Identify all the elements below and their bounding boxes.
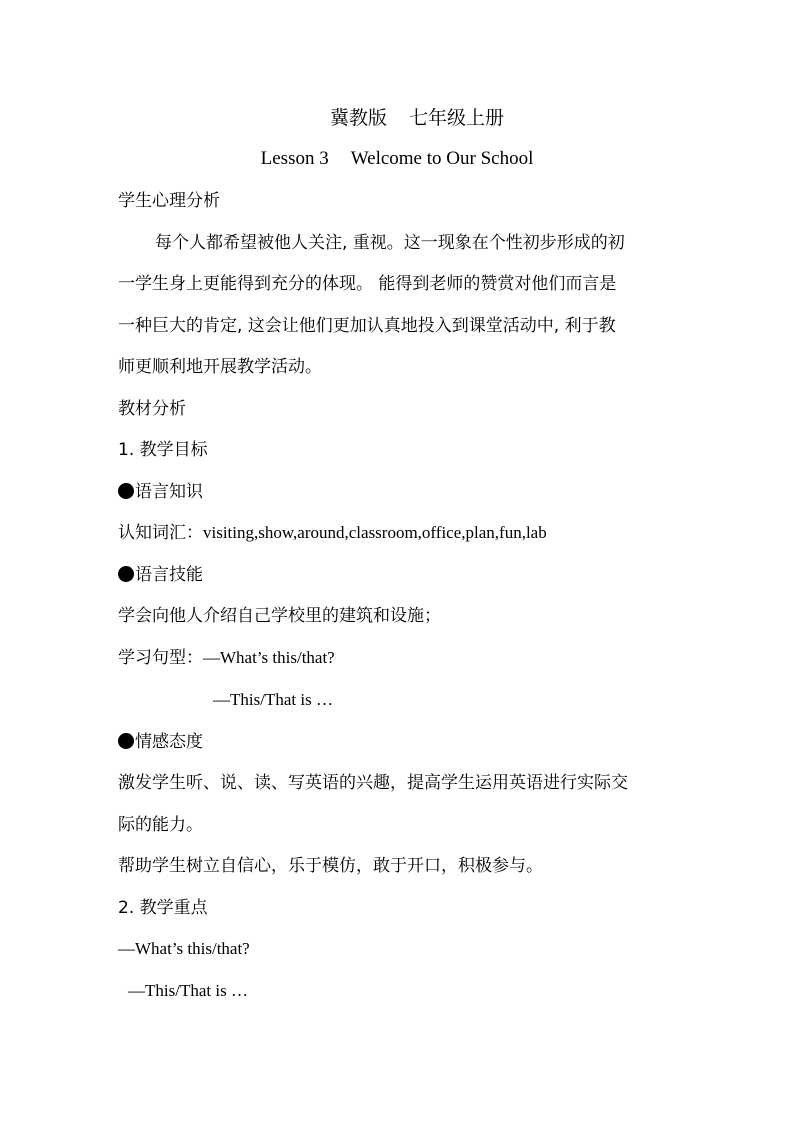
sentence-pattern-question: —What’s this/that? (203, 648, 335, 667)
psychology-paragraph-line-1: 每个人都希望被他人关注, 重视。这一现象在个性初步形成的初 (155, 233, 625, 253)
sentence-pattern-label: 学习句型： (118, 648, 203, 668)
psychology-paragraph-line-2: 一学生身上更能得到充分的体现。 能得到老师的赞赏对他们而言是 (118, 274, 617, 294)
section-heading-keypoints: 2. 教学重点 (118, 898, 208, 918)
section-heading-psychology: 学生心理分析 (118, 191, 220, 211)
lesson-title (0, 147, 794, 171)
attitude-heading-text: 情感态度 (135, 732, 203, 752)
publisher-label: 冀教版 (329, 107, 387, 129)
skills-heading (118, 564, 203, 586)
sentence-pattern-answer: —This/That is … (213, 690, 333, 709)
skills-line: 学会向他人介绍自己学校里的建筑和设施； (118, 606, 441, 626)
document-title (0, 106, 794, 130)
skills-heading-text: 语言技能 (135, 565, 203, 585)
psychology-paragraph-line-3: 一种巨大的肯定, 这会让他们更加认真地投入到课堂活动中, 利于教 (118, 316, 616, 336)
knowledge-heading (118, 481, 203, 503)
attitude-paragraph-line-2: 际的能力。 (118, 815, 203, 835)
vocabulary-line (118, 522, 547, 544)
vocabulary-label: 认知词汇： (118, 523, 203, 543)
lesson-number: Lesson 3 (260, 148, 329, 169)
keypoint-question: —What’s this/that? (118, 939, 250, 958)
psychology-paragraph-line-4: 师更顺利地开展教学活动。 (118, 357, 322, 377)
vocabulary-words: visiting,show,around,classroom,office,plan,fun,lab (203, 523, 547, 542)
keypoint-answer: —This/That is … (128, 981, 248, 1000)
section-heading-material: 教材分析 (118, 399, 186, 419)
knowledge-heading-text: 语言知识 (135, 482, 203, 502)
attitude-paragraph-line-1: 激发学生听、说、读、写英语的兴趣，提高学生运用英语进行实际交 (118, 773, 628, 793)
lesson-name: Welcome to Our School (350, 148, 534, 169)
section-heading-goals: 1. 教学目标 (118, 440, 208, 460)
sentence-pattern-line (118, 647, 335, 669)
grade-label: 七年级上册 (409, 107, 505, 129)
bullet-icon (118, 566, 134, 582)
bullet-icon (118, 483, 134, 499)
bullet-icon (118, 733, 134, 749)
attitude-paragraph-line-3: 帮助学生树立自信心，乐于模仿，敢于开口，积极参与。 (118, 856, 543, 876)
attitude-heading (118, 731, 203, 753)
